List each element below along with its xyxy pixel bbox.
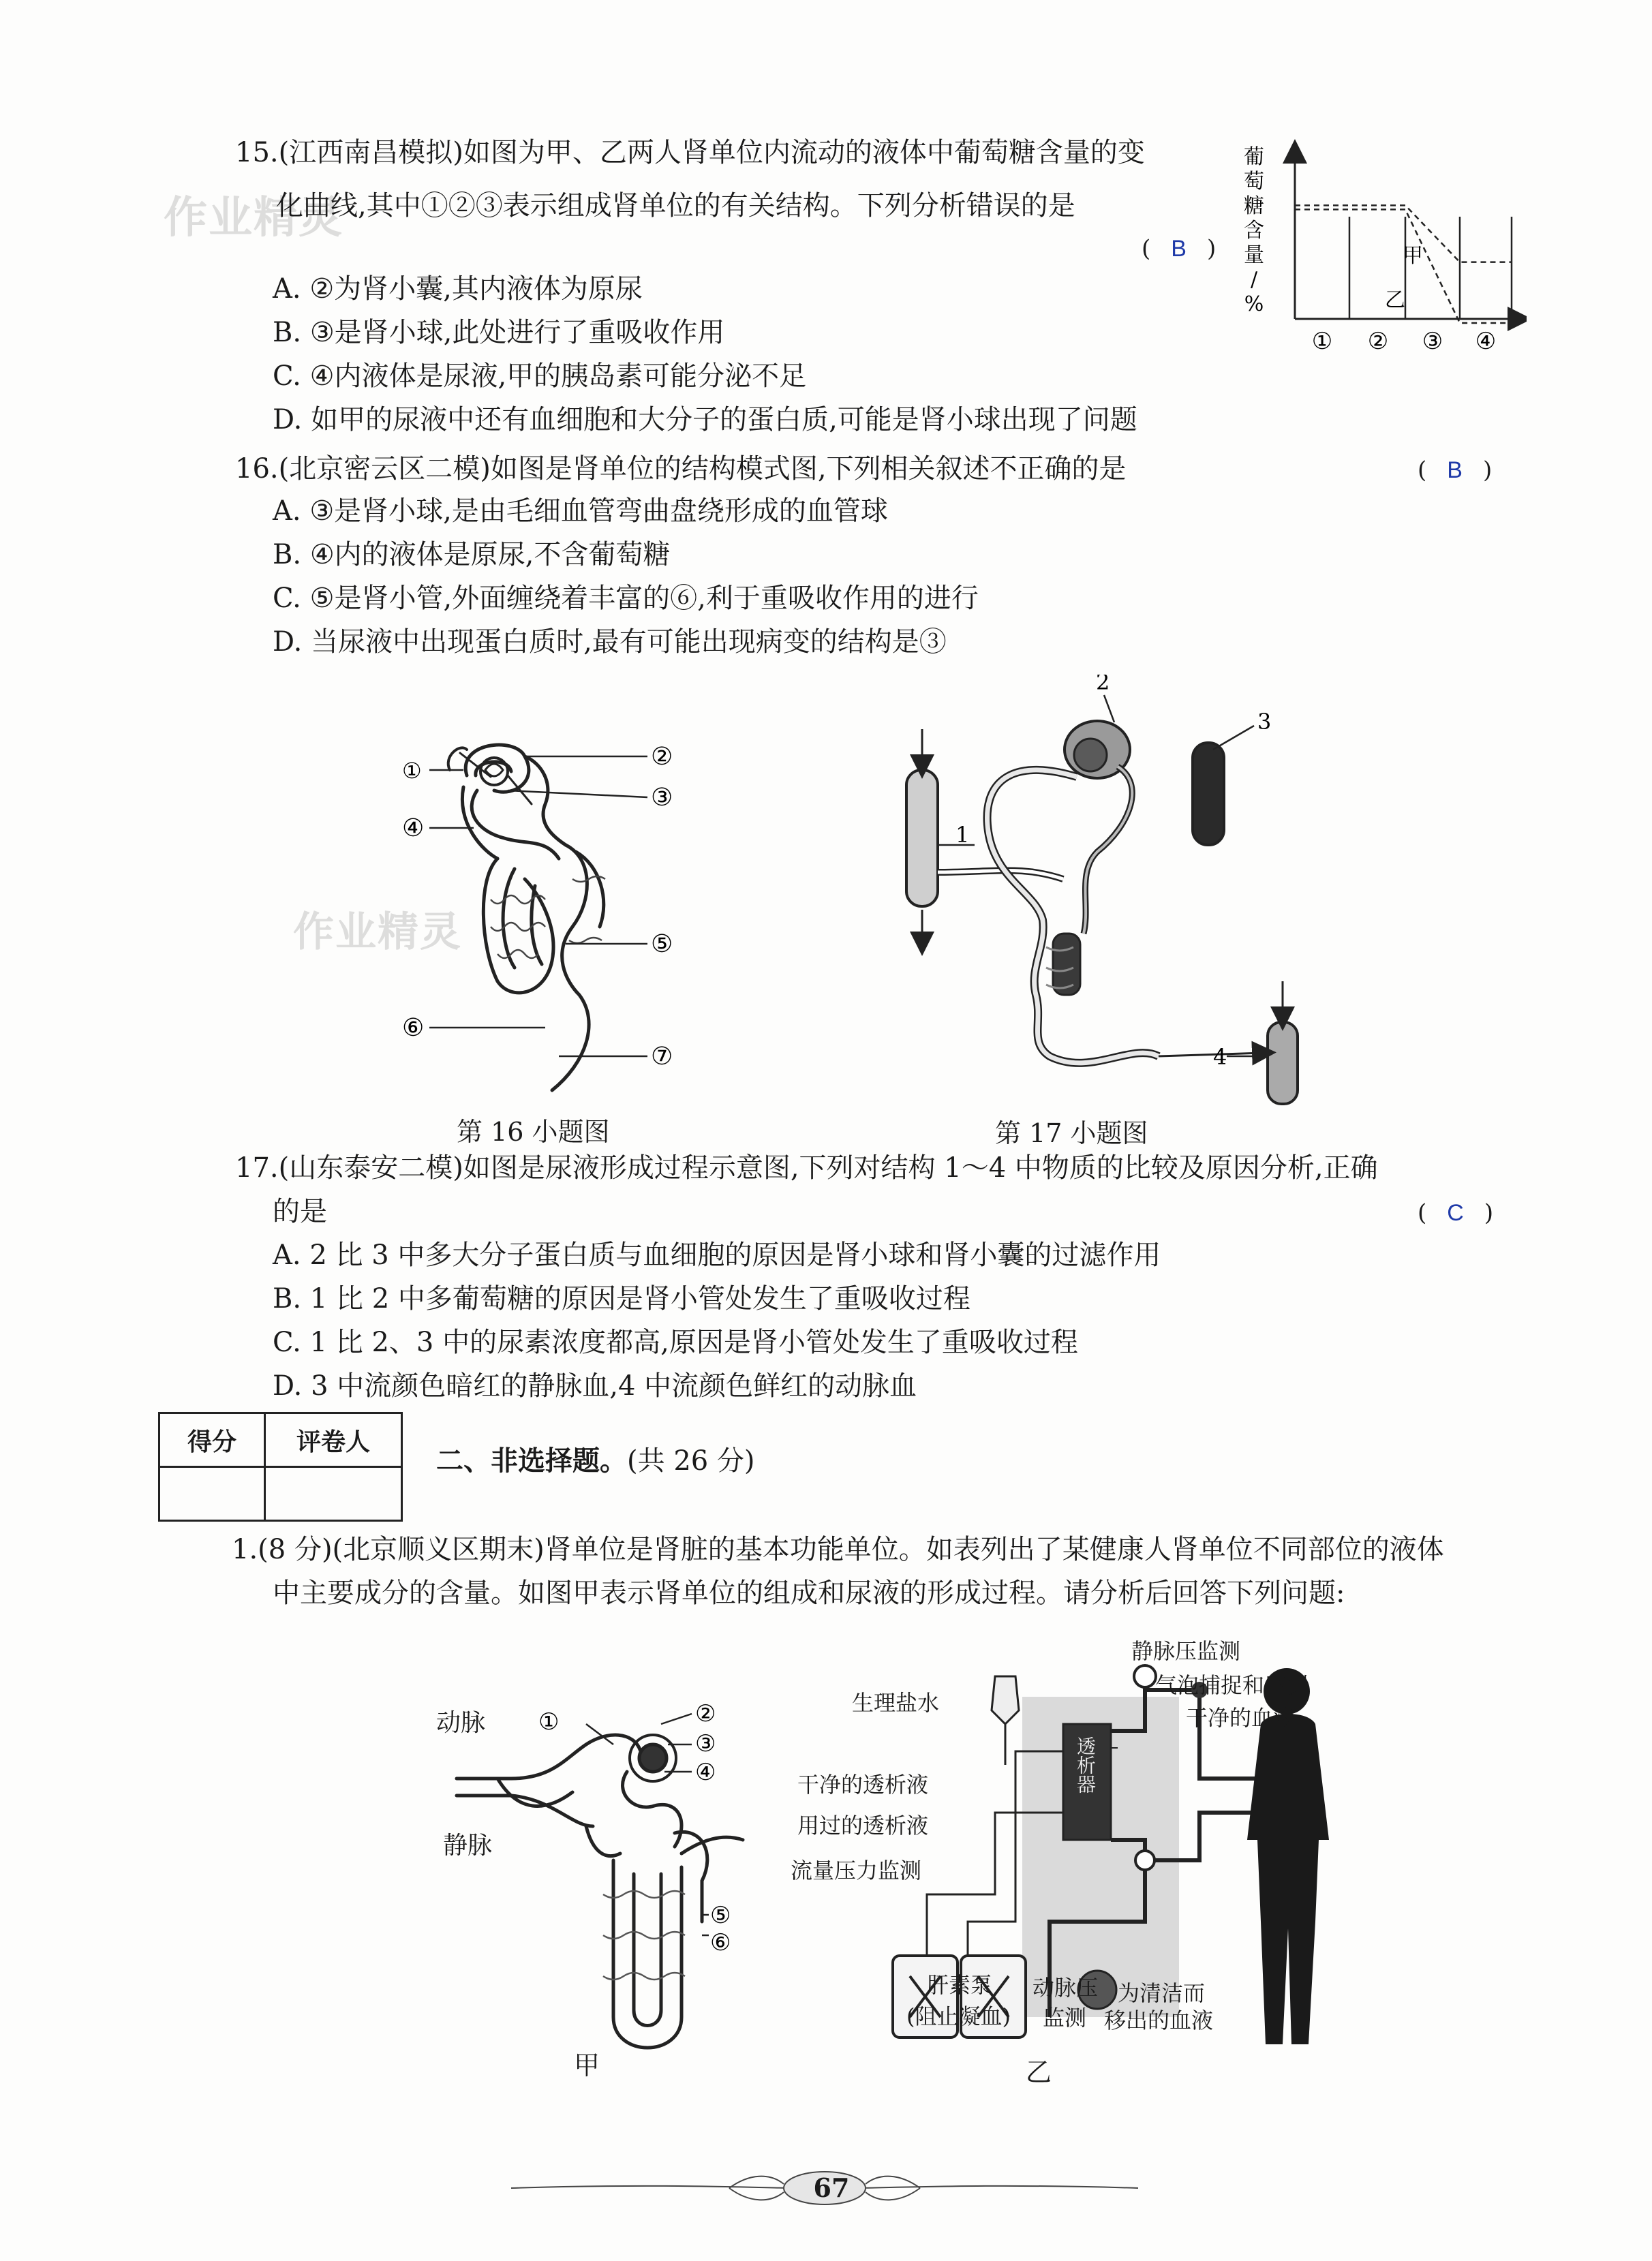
chart-tick-1: ①: [1311, 328, 1333, 355]
fig-yi-clean-blood: 干净的血液: [1186, 1705, 1296, 1731]
fig17-label-2: 2: [1096, 675, 1110, 695]
fig16-label-4: ④: [402, 814, 425, 842]
q15-glucose-chart: [1227, 136, 1527, 361]
fig17-label-1: 1: [955, 822, 970, 848]
score-box: [158, 1412, 403, 1522]
fig-yi-arterial-1: 动脉压: [1032, 1975, 1099, 2001]
grader-cell: [265, 1467, 402, 1521]
score-cell: [159, 1467, 265, 1521]
score-label: 得分: [159, 1413, 265, 1467]
fig-yi-removed-2: 移出的血液: [1104, 2008, 1214, 2033]
chart-y-label-char: 含: [1244, 219, 1264, 243]
fig-jia-vein: 静脉: [443, 1832, 493, 1860]
grader-label: 评卷人: [265, 1413, 402, 1467]
chart-tick-3: ③: [1422, 328, 1443, 355]
fig-jia-label-3: ③: [695, 1730, 716, 1757]
fig-jia-label-6: ⑥: [710, 1929, 731, 1956]
fig-yi-caption: 乙: [1026, 2057, 1052, 2087]
chart-y-label-char: 糖: [1244, 194, 1264, 218]
fig16-label-7: ⑦: [651, 1043, 673, 1071]
q16-caption: 第 16 小题图: [457, 1117, 610, 1147]
chart-y-label-char: %: [1244, 292, 1264, 316]
q16-answer: ( B ): [1418, 457, 1493, 484]
fig-yi-saline: 生理盐水: [852, 1690, 940, 1716]
q16-option-a: A. ③是肾小球,是由毛细血管弯曲盘绕形成的血管球: [273, 495, 888, 527]
fig-jia-artery: 动脉: [436, 1709, 486, 1737]
fig17-label-3: 3: [1257, 709, 1272, 735]
q15-option-b: B. ③是肾小球,此处进行了重吸收作用: [273, 317, 725, 348]
q15-option-c: C. ④内液体是尿液,甲的胰岛素可能分泌不足: [273, 360, 807, 392]
chart-y-label-char: 量: [1244, 243, 1264, 267]
fig16-label-3: ③: [651, 784, 673, 812]
q17-line2: 的是: [273, 1196, 327, 1227]
fig-yi-heparin: 肝素泵: [927, 1972, 993, 1998]
q17-option-c: C. 1 比 2、3 中的尿素浓度都高,原因是肾小管处发生了重吸收过程: [273, 1327, 1078, 1358]
fig-yi-flow-monitor: 流量压力监测: [791, 1858, 922, 1883]
q1-line2: 中主要成分的含量。如图甲表示肾单位的组成和尿液的形成过程。请分析后回答下列问题:: [273, 1578, 1345, 1609]
fig-yi-dialyzer: 透析器: [1074, 1736, 1097, 1794]
page-number: 67: [813, 2172, 850, 2203]
fig-yi-bubble: 气泡捕捉和监测: [1155, 1672, 1309, 1698]
fig16-label-2: ②: [651, 743, 673, 771]
chart-series-label-yi: 乙: [1385, 288, 1405, 312]
q16-option-c: C. ⑤是肾小管,外面缠绕着丰富的⑥,利于重吸收作用的进行: [273, 583, 979, 614]
q17-urine-formation-figure: [872, 675, 1309, 1111]
q15-option-d: D. 如甲的尿液中还有血细胞和大分子的蛋白质,可能是肾小球出现了问题: [273, 404, 1137, 435]
q15-line2: 化曲线,其中①②③表示组成肾单位的有关结构。下列分析错误的是: [276, 190, 1075, 221]
fig-jia-label-5: ⑤: [710, 1902, 731, 1929]
section2-heading: 二、非选择题。(共 26 分): [436, 1445, 755, 1477]
fig-yi-clean-dialysate: 干净的透析液: [797, 1772, 929, 1798]
chart-y-label-char: 葡: [1244, 145, 1264, 169]
fig-jia-label-4: ④: [695, 1759, 716, 1786]
fig-yi-arterial-2: 监测: [1043, 2005, 1087, 2031]
q17-option-b: B. 1 比 2 中多葡萄糖的原因是肾小管处发生了重吸收过程: [273, 1283, 970, 1314]
fig-jia-caption: 甲: [574, 2050, 600, 2080]
chart-tick-2: ②: [1367, 328, 1389, 355]
q1-line1: 1.(8 分)(北京顺义区期末)肾单位是肾脏的基本功能单位。如表列出了某健康人肾单位不同部位的液体: [232, 1534, 1444, 1565]
fig16-label-6: ⑥: [402, 1014, 425, 1042]
fig16-label-1: ①: [402, 758, 422, 784]
q15-option-a: A. ②为肾小囊,其内液体为原尿: [273, 273, 643, 305]
q17-answer: ( C ): [1418, 1199, 1494, 1227]
chart-tick-4: ④: [1475, 328, 1497, 355]
watermark: 作业精灵: [164, 193, 343, 243]
q17-caption: 第 17 小题图: [995, 1118, 1148, 1148]
chart-y-label-char: 萄: [1244, 170, 1264, 194]
q16-option-b: B. ④内的液体是原尿,不含葡萄糖: [273, 539, 671, 570]
q17-line1: 17.(山东泰安二模)如图是尿液形成过程示意图,下列对结构 1～4 中物质的比较及原因分析,正确: [235, 1152, 1378, 1184]
q16-option-d: D. 当尿液中出现蛋白质时,最有可能出现病变的结构是③: [273, 626, 947, 658]
fig17-label-4: 4: [1213, 1044, 1227, 1070]
watermark-2: 作业精灵: [293, 908, 462, 956]
q17-option-d: D. 3 中流颜色暗红的静脉血,4 中流颜色鲜红的动脉血: [273, 1370, 917, 1402]
fig16-label-5: ⑤: [651, 930, 673, 958]
fig-jia-label-1: ①: [538, 1708, 560, 1736]
fig-yi-venous-monitor: 静脉压监测: [1131, 1638, 1241, 1664]
q16-stem: 16.(北京密云区二模)如图是肾单位的结构模式图,下列相关叙述不正确的是: [235, 453, 1127, 484]
fig-yi-heparin-note: (阻止凝血): [906, 2003, 1011, 2029]
fig-yi-removed-1: 为清洁而: [1118, 1980, 1206, 2006]
q17-option-a: A. 2 比 3 中多大分子蛋白质与血细胞的原因是肾小球和肾小囊的过滤作用: [273, 1240, 1161, 1271]
chart-y-label-char: /: [1250, 268, 1258, 292]
chart-series-label-jia: 甲: [1403, 244, 1423, 268]
fig-jia-label-2: ②: [695, 1700, 716, 1727]
q15-line1: 15.(江西南昌模拟)如图为甲、乙两人肾单位内流动的液体中葡萄糖含量的变: [235, 137, 1145, 168]
fig-yi-used-dialysate: 用过的透析液: [797, 1813, 929, 1839]
chart-y-label: [1244, 145, 1264, 316]
q15-answer: ( B ): [1142, 235, 1217, 262]
